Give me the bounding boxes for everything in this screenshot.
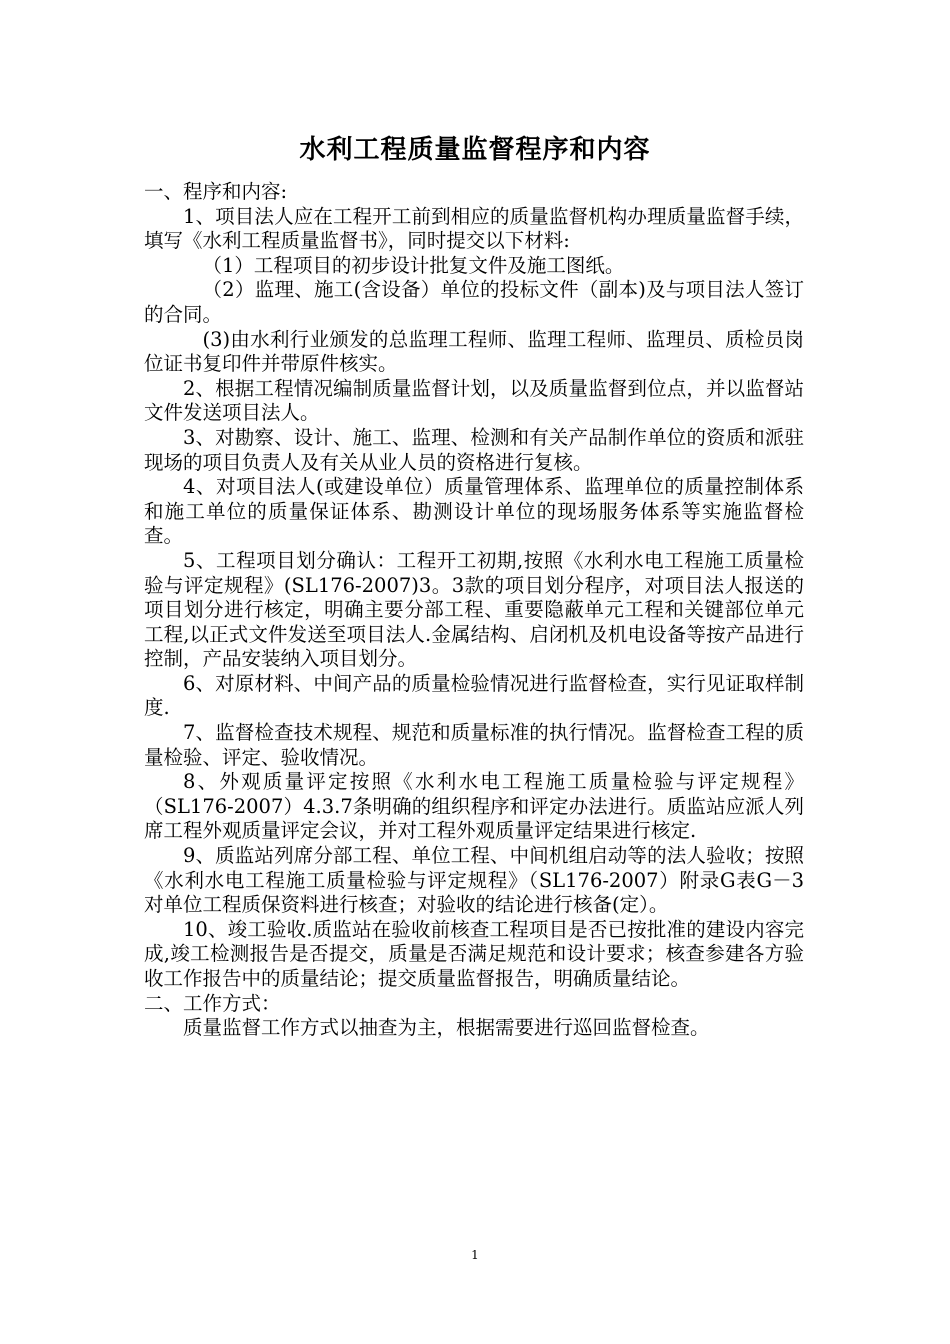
body-paragraph: 2、根据工程情况编制质量监督计划，以及质量监督到位点，并以监督站文件发送项目法人。 [144,376,804,425]
body-paragraph: 8、外观质量评定按照《水利水电工程施工质量检验与评定规程》（SL176-2007）4.3.7条明确的组织程序和评定办法进行。质监站应派人列席工程外观质量评定会议，并对工程外观质量评定结果进行核定. [144,770,804,843]
body-paragraph: 9、质监站列席分部工程、单位工程、中间机组启动等的法人验收；按照《水利水电工程施工质量检验与评定规程》（SL176-2007）附录G表G－3对单位工程质保资料进行核查；对验收的结论进行核备(定）。 [144,844,804,917]
body-paragraph: 质量监督工作方式以抽查为主，根据需要进行巡回监督检查。 [183,1016,710,1040]
page-number: 1 [471,1248,479,1262]
body-paragraph: 4、对项目法人(或建设单位）质量管理体系、监理单位的质量控制体系和施工单位的质量保证体系、勘测设计单位的现场服务体系等实施监督检查。 [144,475,804,548]
body-paragraph: （1）工程项目的初步设计批复文件及施工图纸。 [202,253,625,277]
body-paragraph: (3)由水利行业颁发的总监理工程师、监理工程师、监理员、质检员岗位证书复印件并带原件核实。 [144,327,804,376]
body-paragraph: 5、工程项目划分确认：工程开工初期,按照《水利水电工程施工质量检验与评定规程》(SL176-2007)3。3款的项目划分程序，对项目法人报送的项目划分进行核定，明确主要分部工程、重要隐蔽单元工程和关键部位单元工程,以正式文件发送至项目法人.金属结构、启闭机及机电设备等按产品进行控制，产品安装纳入项目划分。 [144,548,804,671]
body-paragraph: 10、竣工验收.质监站在验收前核查工程项目是否已按批准的建设内容完成,竣工检测报告是否提交，质量是否满足规范和设计要求；核查参建各方验收工作报告中的质量结论；提交质量监督报告，明确质量结论。 [144,917,804,990]
body-paragraph: 1、项目法人应在工程开工前到相应的质量监督机构办理质量监督手续，填写《水利工程质量监督书》，同时提交以下材料: [144,204,804,253]
document-title: 水利工程质量监督程序和内容 [299,135,651,165]
body-paragraph: 6、对原材料、中间产品的质量检验情况进行监督检查，实行见证取样制度. [144,671,804,720]
document-body [144,180,804,1041]
body-paragraph: 3、对勘察、设计、施工、监理、检测和有关产品制作单位的资质和派驻现场的项目负责人及有关从业人员的资格进行复核。 [144,425,804,474]
body-paragraph: （2）监理、施工(含设备）单位的投标文件（副本)及与项目法人签订的合同。 [144,278,804,326]
body-paragraph: 7、监督检查技术规程、规范和质量标准的执行情况。监督检查工程的质量检验、评定、验收情况。 [144,721,804,769]
section-heading: 二、工作方式： [144,991,281,1015]
section-heading: 一、程序和内容: [144,180,288,203]
